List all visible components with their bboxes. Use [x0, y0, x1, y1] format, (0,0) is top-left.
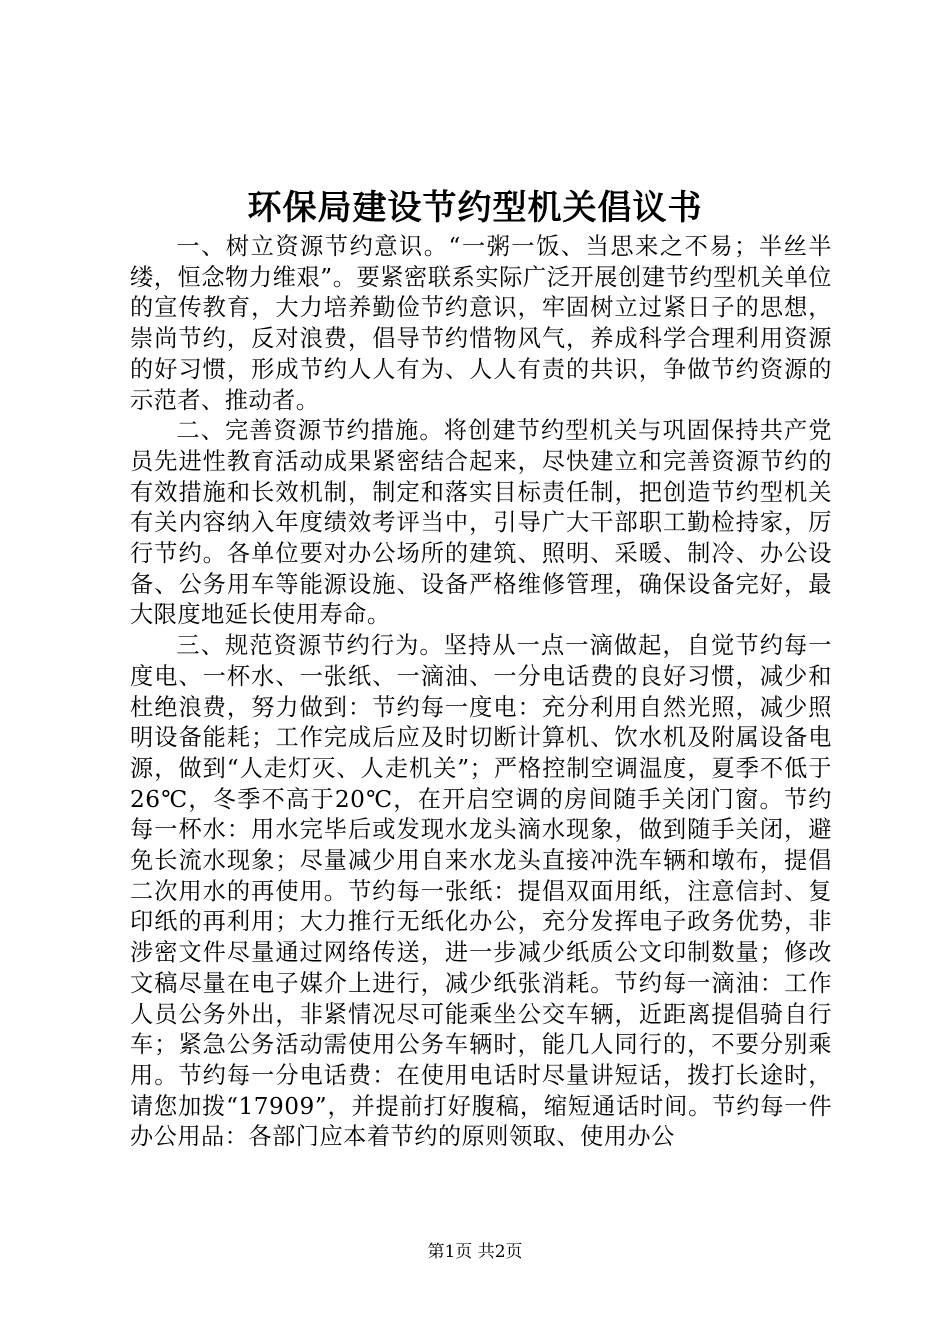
paragraph-2: 二、完善资源节约措施。将创建节约型机关与巩固保持共产党员先进性教育活动成果紧密结合起来，尽快建立和完善资源节约的有效措施和长效机制，制定和落实目标责任制，把创造节约型机关有关内容纳入年度绩效考评当中，引导广大干部职工勤检持家，厉行节约。各单位要对办公场所的建筑、照明、采暖、制冷、办公设备、公务用车等能源设施、设备严格维修管理，确保设备完好，最大限度地延长使用寿命。 — [130, 417, 832, 629]
document-body — [130, 232, 832, 1153]
paragraph-3: 三、规范资源节约行为。坚持从一点一滴做起，自觉节约每一度电、一杯水、一张纸、一滴油、一分电话费的良好习惯，减少和杜绝浪费，努力做到：节约每一度电：充分利用自然光照，减少照明设备能耗；工作完成后应及时切断计算机、饮水机及附属设备电源，做到“人走灯灭、人走机关”；严格控制空调温度，夏季不低于26℃，冬季不高于20℃，在开启空调的房间随手关闭门窗。节约每一杯水：用水完毕后或发现水龙头滴水现象，做到随手关闭，避免长流水现象；尽量减少用自来水龙头直接冲洗车辆和墩布，提倡二次用水的再使用。节约每一张纸：提倡双面用纸，注意信封、复印纸的再利用；大力推行无纸化办公，充分发挥电子政务优势，非涉密文件尽量通过网络传送，进一步减少纸质公文印制数量；修改文稿尽量在电子媒介上进行，减少纸张消耗。节约每一滴油：工作人员公务外出，非紧情况尽可能乘坐公交车辆，近距离提倡骑自行车；紧急公务活动需使用公务车辆时，能几人同行的，不要分别乘用。节约每一分电话费：在使用电话时尽量讲短话，拨打长途时，请您加拨“17909”，并提前打好腹稿，缩短通话时间。节约每一件办公用品：各部门应本着节约的原则领取、使用办公 — [130, 632, 832, 1151]
page-footer: 第1页 共2页 — [427, 1242, 523, 1262]
paragraph-1: 一、树立资源节约意识。“一粥一饭、当思来之不易；半丝半缕，恒念物力维艰”。要紧密联系实际广泛开展创建节约型机关单位的宣传教育，大力培养勤俭节约意识，牢固树立过紧日子的思想，崇尚节约，反对浪费，倡导节约惜物风气，养成科学合理利用资源的好习惯，形成节约人人有为、人人有责的共识，争做节约资源的示范者、推动者。 — [130, 233, 832, 414]
page-title: 环保局建设节约型机关倡议书 — [247, 188, 703, 228]
